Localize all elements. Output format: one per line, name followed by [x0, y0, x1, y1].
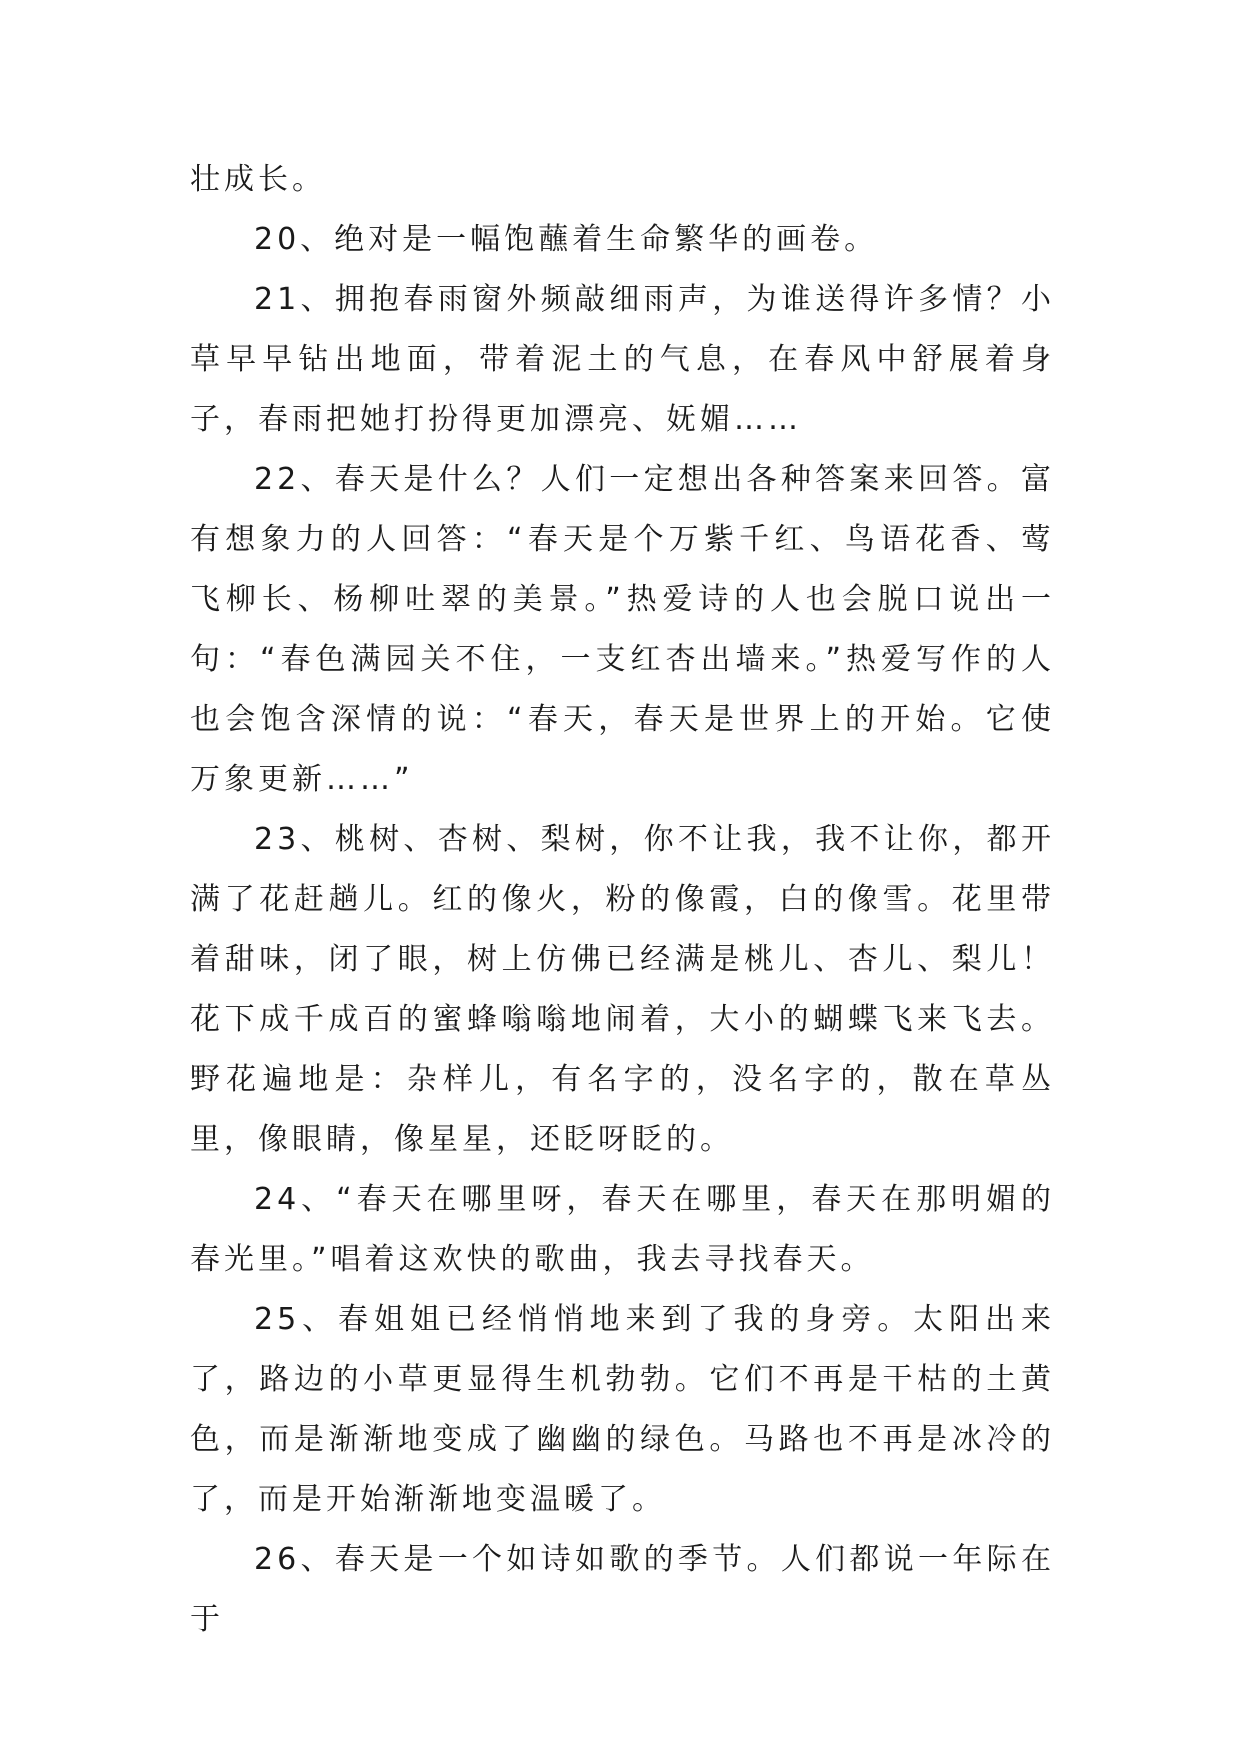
- paragraph-item-22: 22、春天是什么？人们一定想出各种答案来回答。富有想象力的人回答：“春天是个万紫千红、鸟语花香、莺飞柳长、杨柳吐翠的美景。”热爱诗的人也会脱口说出一句：“春色满园关不住，一支红杏出墙来。”热爱写作的人也会饱含深情的说：“春天，春天是世界上的开始。它使万象更新……”: [190, 462, 1055, 797]
- paragraph-item-23: 23、桃树、杏树、梨树，你不让我，我不让你，都开满了花赶趟儿。红的像火，粉的像霞，白的像雪。花里带着甜味，闭了眼，树上仿佛已经满是桃儿、杏儿、梨儿！花下成千成百的蜜蜂嗡嗡地闹着，大小的蝴蝶飞来飞去。野花遍地是：杂样儿，有名字的，没名字的，散在草丛里，像眼睛，像星星，还眨呀眨的。: [190, 822, 1055, 1157]
- paragraph-item-21: 21、拥抱春雨窗外频敲细雨声，为谁送得许多情？小草早早钻出地面，带着泥土的气息，在春风中舒展着身子，春雨把她打扮得更加漂亮、妩媚……: [190, 282, 1055, 437]
- paragraph-item-20: 20、绝对是一幅饱蘸着生命繁华的画卷。: [254, 222, 879, 257]
- document-body: [190, 150, 1055, 1650]
- paragraph-continuation: 壮成长。: [190, 162, 326, 197]
- paragraph-item-26: 26、春天是一个如诗如歌的季节。人们都说一年际在于: [190, 1542, 1055, 1637]
- paragraph-item-25: 25、春姐姐已经悄悄地来到了我的身旁。太阳出来了，路边的小草更显得生机勃勃。它们不再是干枯的土黄色，而是渐渐地变成了幽幽的绿色。马路也不再是冰冷的了，而是开始渐渐地变温暖了。: [190, 1302, 1055, 1517]
- paragraph-item-24: 24、“春天在哪里呀，春天在哪里，春天在那明媚的春光里。”唱着这欢快的歌曲，我去寻找春天。: [190, 1182, 1055, 1277]
